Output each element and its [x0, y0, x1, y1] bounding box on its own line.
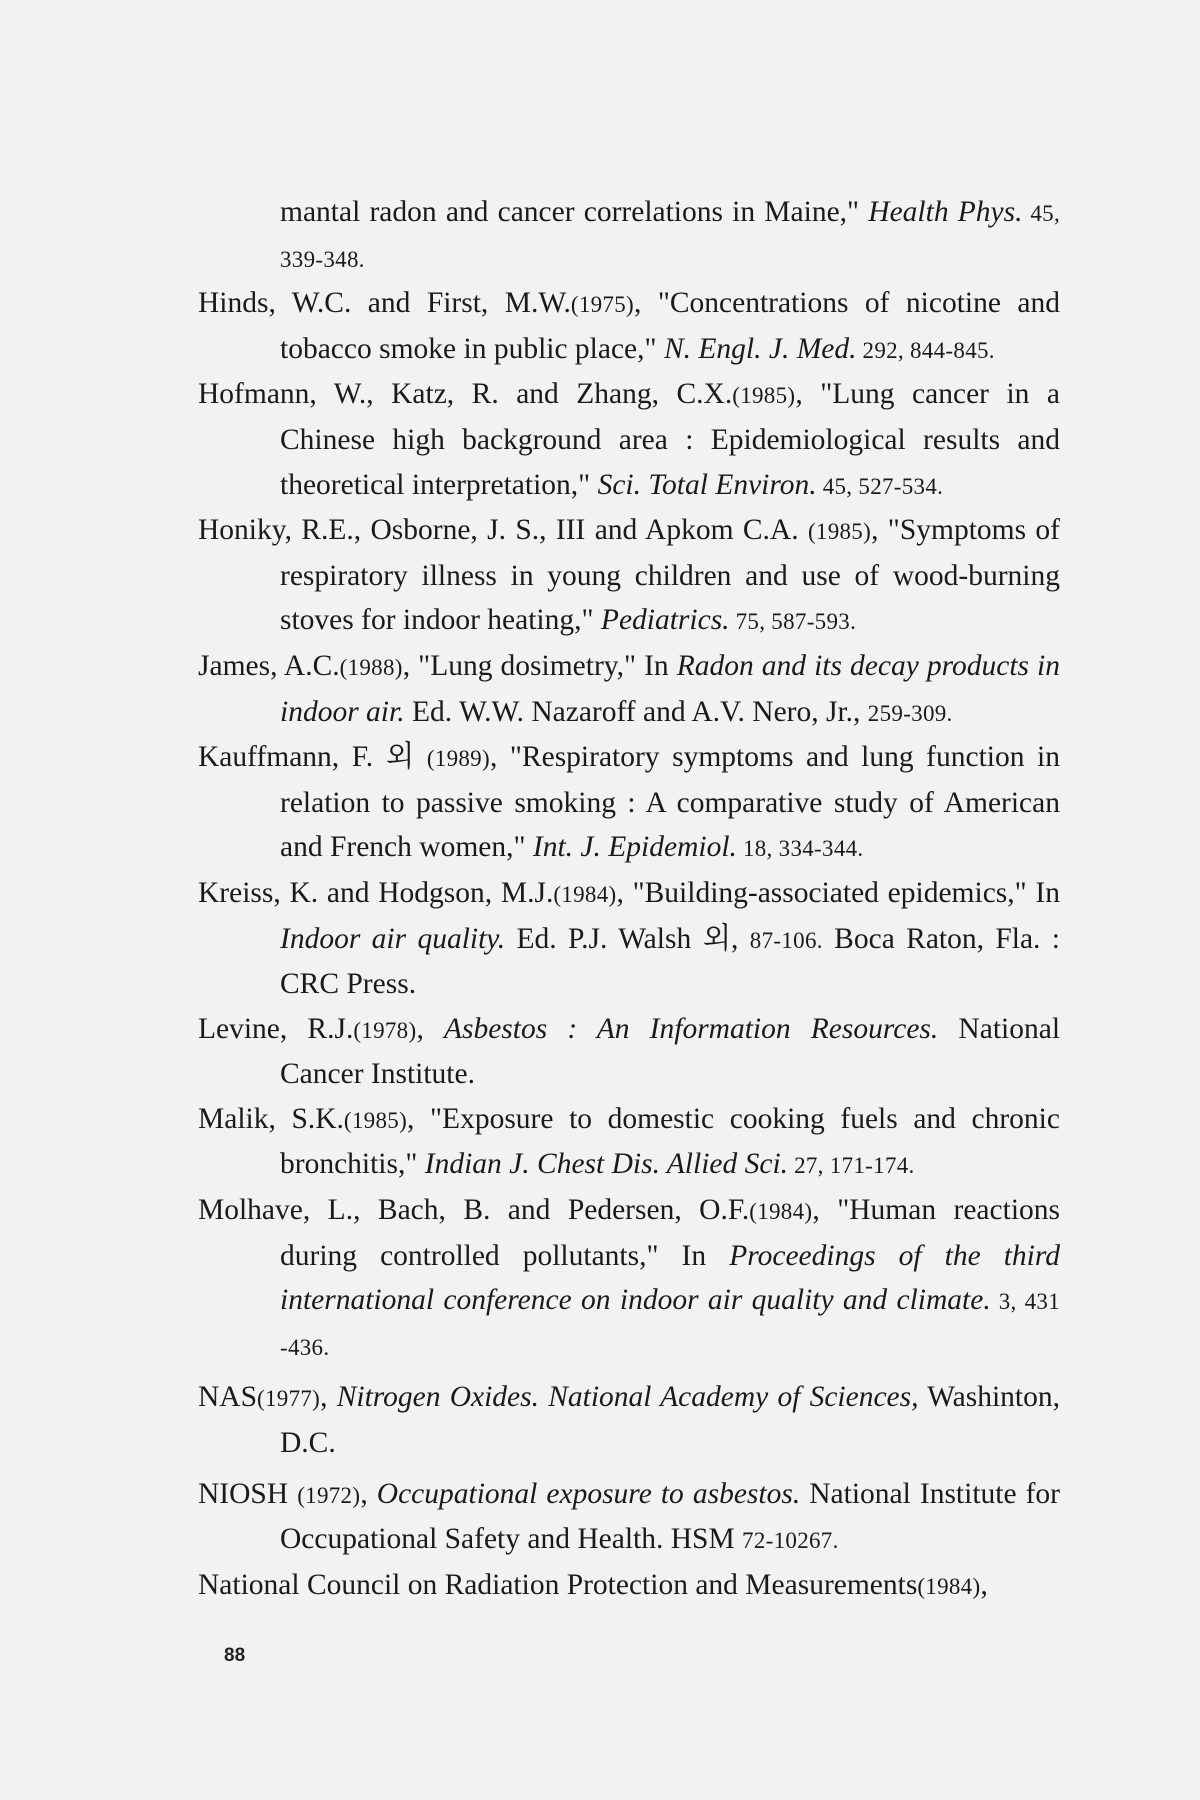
reference-numbers: 72-10267. [742, 1527, 839, 1554]
reference-numbers: (1985) [343, 1106, 408, 1133]
reference-entry [198, 190, 1060, 281]
reference-numbers: (1985) [732, 382, 796, 409]
reference-text: , "Exposure to domestic cooking fuels and chronic bronchitis," [280, 1102, 1060, 1181]
reference-text: , "Concentrations of nicotine and tobacco smoke in public place," [280, 287, 1060, 365]
reference-entry [198, 508, 1060, 644]
reference-title-italic: Occupational exposure to asbestos. [376, 1477, 801, 1510]
reference-text: , [980, 1568, 988, 1601]
reference-text: Ed. W.W. Nazaroff and A.V. Nero, Jr., [404, 695, 868, 728]
reference-text: Hinds, W.C. and First, M.W. [198, 287, 571, 320]
reference-entry [198, 1188, 1060, 1369]
reference-entry [198, 1472, 1060, 1563]
reference-text: National Cancer Institute. [280, 1012, 1061, 1091]
reference-numbers: (1972) [297, 1481, 361, 1508]
reference-title-italic: Indoor air quality. [280, 922, 506, 955]
reference-numbers: (1977) [257, 1385, 321, 1412]
reference-title-italic: Int. J. Epidemiol. [532, 831, 737, 864]
reference-text: Washinton, D.C. [280, 1381, 1061, 1460]
reference-title-italic: Sci. Total Environ. [597, 468, 817, 501]
reference-numbers: 27, 171-174. [788, 1152, 915, 1179]
reference-numbers: 292, 844-845. [856, 336, 995, 363]
reference-text: Hofmann, W., Katz, R. and Zhang, C.X. [198, 378, 733, 411]
reference-title-italic: Health Phys. [868, 196, 1023, 228]
reference-numbers: (1984) [553, 880, 617, 907]
reference-numbers: (1985) [807, 518, 872, 545]
reference-text: Ed. P.J. Walsh 외, [505, 922, 750, 955]
reference-text: mantal radon and cancer correlations in Maine," [280, 196, 869, 228]
reference-entry [198, 644, 1060, 735]
reference-text: James, A.C. [198, 649, 340, 682]
reference-text: , "Symptoms of respiratory illness in young children and use of wood-burning stoves for indoor heating," [280, 514, 1060, 637]
reference-title-italic: Asbestos : An Information Resources. [443, 1012, 939, 1045]
reference-entry [198, 1097, 1060, 1188]
reference-title-italic: Nitrogen Oxides. National Academy of Sciences, [336, 1381, 919, 1414]
reference-text: Levine, R.J. [198, 1012, 354, 1045]
reference-text: NIOSH [198, 1477, 298, 1510]
reference-numbers: 18, 334-344. [736, 835, 864, 862]
page-number: 88 [224, 1645, 246, 1666]
reference-entry [198, 372, 1060, 508]
reference-text: Honiky, R.E., Osborne, J. S., III and Apkom C.A. [198, 514, 808, 547]
reference-title-italic: Radon and its decay products in indoor air. [280, 649, 1061, 728]
reference-numbers: 75, 587-593. [729, 608, 857, 635]
reference-numbers: 45, 527-534. [816, 472, 944, 499]
reference-text: National Council on Radiation Protection and Measurements [198, 1568, 918, 1601]
reference-numbers: (1988) [339, 653, 403, 680]
reference-numbers: 45, 339-348. [280, 200, 1060, 272]
reference-title-italic: N. Engl. J. Med. [663, 332, 857, 365]
reference-text: , "Building-associated epidemics," In [616, 876, 1060, 909]
reference-numbers: 259-309. [867, 699, 953, 726]
reference-text: , "Respiratory symptoms and lung function in relation to passive smoking : A comparative study of American and French women," [280, 741, 1060, 864]
reference-numbers: 87-106. [749, 926, 823, 953]
reference-entry [198, 871, 1060, 1007]
reference-text: , [360, 1477, 377, 1510]
reference-text: Malik, S.K. [198, 1102, 344, 1135]
reference-text: , "Lung dosimetry," In [402, 649, 677, 682]
reference-text: NAS [198, 1381, 258, 1414]
reference-numbers: 3, 431 -436. [280, 1288, 1060, 1360]
reference-title-italic: Proceedings of the third international conference on indoor air quality and climate. [280, 1239, 1060, 1317]
reference-entry [198, 281, 1060, 372]
reference-text: , "Human reactions during controlled pollutants," In [280, 1194, 1060, 1272]
reference-numbers: (1975) [570, 291, 634, 318]
reference-text: Molhave, L., Bach, B. and Pedersen, O.F. [198, 1194, 750, 1227]
reference-list [198, 190, 1060, 1608]
reference-numbers: (1989) [426, 745, 490, 772]
reference-text: , [320, 1381, 337, 1414]
reference-numbers: (1984) [917, 1572, 981, 1599]
reference-text: National Institute for Occupational Safety and Health. HSM [280, 1477, 1061, 1556]
reference-text: , "Lung cancer in a Chinese high background area : Epidemiological results and theoretical interpretation," [280, 378, 1060, 501]
reference-title-italic: Pediatrics. [600, 604, 730, 637]
reference-entry [198, 735, 1060, 871]
reference-entry [198, 1563, 1060, 1609]
reference-numbers: (1984) [749, 1198, 813, 1225]
reference-text: Kreiss, K. and Hodgson, M.J. [198, 876, 554, 909]
reference-numbers: (1978) [353, 1016, 417, 1043]
reference-text: , [416, 1012, 444, 1045]
reference-title-italic: Indian J. Chest Dis. Allied Sci. [424, 1148, 789, 1181]
reference-entry [198, 1375, 1060, 1465]
reference-entry [198, 1007, 1060, 1097]
reference-text: Kauffmann, F. 외 [198, 741, 427, 774]
reference-text: Boca Raton, Fla. : CRC Press. [280, 922, 1060, 1001]
